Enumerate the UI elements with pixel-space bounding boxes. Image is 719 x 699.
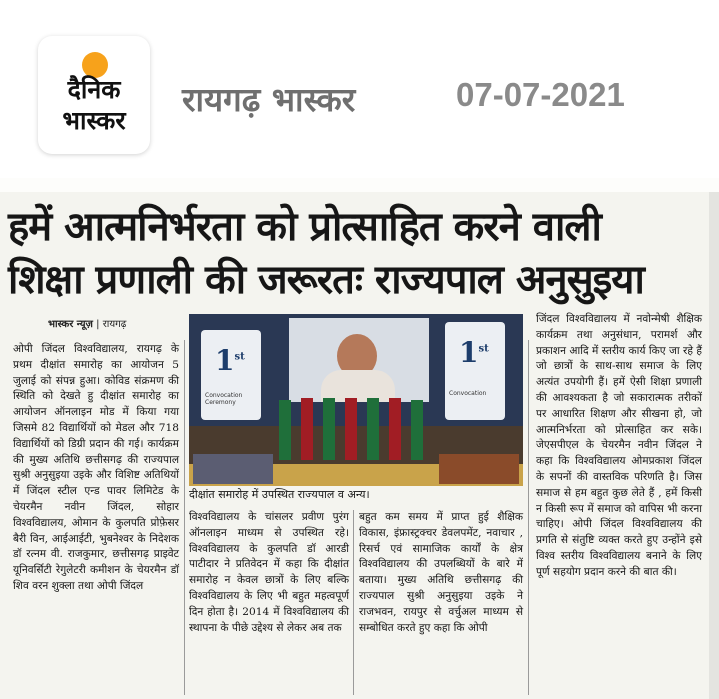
column-divider bbox=[528, 340, 529, 695]
masthead bbox=[0, 0, 719, 178]
banner-text-right: Convocation bbox=[449, 390, 487, 397]
photo-caption: दीक्षांत समारोह में उपस्थित राज्यपाल व अन्य। bbox=[189, 488, 370, 501]
article-column-4: जिंदल विश्वविद्यालय में नवोन्मेषी शैक्षिक कार्यक्रम तथा अनुसंधान, परामर्श और प्रकाशन आदि में स्तरीय कार्य किए जा रहे हैं जो छात्रों के साथ-साथ समाज के लिए अत्यंत उपयोगी हैं। हमें ऐसी शिक्षा प्रणाली की आवश्यकता है जो सकारात्मक तरीकों पर आधारित शिक्षण और सीखना हो, जो आत्मनिर्भरता को प्रोत्साहित कर सके। जेएसपीएल के चेयरमैन नवीन जिंदल ने कहा कि विश्वविद्यालय ओमप्रकाश जिंदल के सपनों की वास्तविक परिणति है। जिस समाज से हम बहुत कुछ लेते हैं , हमें किसी न किसी रूप में समाज को वापिस भी करना चाहिए। ओपी जिंदल विश्वविद्यालय की प्रगति से संतुष्टि व्यक्त करते हुए उन्होंने इसे विश्व स्तरीय विश्वविद्यालय बनाने के लिए पूर्ण सहयोग प्रदान करने की बात की। bbox=[536, 313, 702, 578]
headline-line-2: शिक्षा प्रणाली की जरूरतः राज्यपाल अनुसुइया bbox=[8, 256, 644, 303]
banner-number-left: 1 bbox=[215, 344, 235, 377]
headline-line-1: हमें आत्मनिर्भरता को प्रोत्साहित करने वाली bbox=[8, 203, 601, 250]
byline bbox=[48, 316, 126, 330]
convocation-photo bbox=[189, 314, 523, 486]
byline-place: रायगढ़ bbox=[102, 319, 127, 330]
banner-text-left: Convocation Ceremony bbox=[205, 392, 243, 406]
newspaper-clipping bbox=[0, 192, 719, 699]
banner-number-right: 1 bbox=[459, 336, 479, 369]
article-column-3: बहुत कम समय में प्राप्त हुई शैक्षिक विकास, इंफ्रास्ट्रक्चर डेवलपमेंट, नवाचार , रिसर्च एवं सामाजिक कार्यों के क्षेत्र विश्वविद्यालय की उपलब्धियों के बारे में बताया। मुख्य अतिथि छत्तीसगढ़ की राज्यपाल सुश्री अनुसुइया उइके ने राजभवन, रायपुर से वर्चुअल माध्यम से सम्बोधित करते हुए कहा कि ओपी bbox=[359, 511, 523, 634]
convocation-banner-right bbox=[445, 322, 505, 420]
byline-source: भास्कर न्यूज़ bbox=[48, 319, 93, 330]
screen-with-governor bbox=[289, 318, 429, 402]
article-column-2: विश्वविद्यालय के चांसलर प्रवीण पुरंग ऑनलाइन माध्यम से उपस्थित रहे। विश्वविद्यालय के कुलपति डॉ आरडी पाटीदार ने प्रतिवेदन में कहा कि दीक्षांत समारोह न केवल छात्रों के लिए बल्कि विश्वविद्यालय के लिए भी बहुत महत्वपूर्ण दिन होता है। 2014 में विश्वविद्यालय की स्थापना के पीछे उद्देश्य से लेकर अब तक bbox=[189, 511, 349, 634]
banner-sup-left: st bbox=[234, 351, 245, 363]
edition-name: रायगढ़ भास्कर bbox=[182, 80, 356, 119]
dainik-bhaskar-logo bbox=[38, 36, 150, 154]
banner-sup-right: st bbox=[478, 343, 489, 355]
logo-text-line2: भास्कर bbox=[62, 106, 126, 135]
column-divider bbox=[353, 510, 354, 695]
logo-text-line1: दैनिक bbox=[67, 75, 121, 104]
convocation-banner-left bbox=[201, 330, 261, 420]
edition-date: 07-07-2021 bbox=[456, 76, 625, 113]
article-column-1: ओपी जिंदल विश्वविद्यालय, रायगढ़ के प्रथम दीक्षांत समारोह का आयोजन 5 जुलाई को संपन्न हुआ। कोविड संक्रमण की स्थिति को देखते हु दीक्षांत समारोह का आयोजन ऑनलाइन मोड में किया गया जिसमे 82 विद्यार्थियों को मेडल और 718 विद्यार्थियों को डिग्री प्रदान की गई। कार्यक्रम की मुख्य अतिथि छत्तीसगढ़ की राज्यपाल सुश्री अनुसुइया उइके और विशिष्ट अतिथियों में जिंदल स्टील एन्ड पावर लिमिटेड के चेयरमैन नवीन जिंदल, सोहार विश्वविद्यालय, ओमान के कुलपति प्रोफ़ेसर बैरी विन, आईआईटी, भुबनेश्वर के निदेशक डॉ रत्नम वी. राजकुमार, छत्तीसगढ़ प्राइवेट यूनिवर्सिटी रेगुलेटरी कमीशन के चेयरमैन डॉ शिव वरन शुक्ला तथा ओपी जिंदल bbox=[13, 343, 179, 592]
byline-separator: | bbox=[96, 319, 103, 330]
clipping-edge bbox=[709, 192, 719, 699]
column-divider bbox=[184, 340, 185, 695]
headline bbox=[8, 200, 708, 306]
